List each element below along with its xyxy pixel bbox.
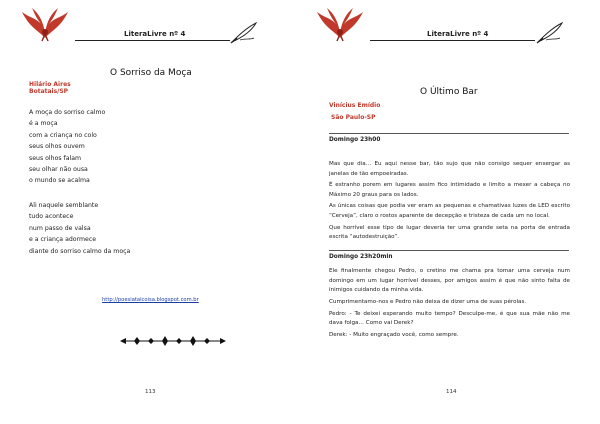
verse-line: é a moça xyxy=(29,120,58,128)
author-name: Hilário Aires xyxy=(29,81,71,88)
paragraph: Derek: - Muito engraçado você, como sempre. xyxy=(329,331,459,338)
page-number: 113 xyxy=(145,389,156,395)
verse-line: o mundo se acalma xyxy=(29,177,90,185)
ornament-divider-icon xyxy=(120,335,226,347)
paragraph: Pedro: - Te deixei esperando muito tempo? Desculpe-me, é que sua mãe não me dava folga… Como vai Derek? xyxy=(329,310,570,326)
verse-line: seus olhos ouvem xyxy=(29,143,85,151)
section-divider xyxy=(329,250,569,251)
author-name: Vinícius Emídio xyxy=(329,102,381,109)
header-rule xyxy=(370,40,535,41)
poem-stanza-2 xyxy=(29,200,130,257)
phoenix-logo-icon xyxy=(20,8,70,42)
paragraph: Mas que dia… Eu aqui nesse bar, tão sujo que não consigo sequer enxergar as janelas de tão empoeiradas. xyxy=(329,161,570,177)
paragraph: É estranho porem em lugares assim fico intimidado e limito a mexer a cabeça no Máximo 20 graus para os lados. xyxy=(329,182,570,198)
section-divider xyxy=(329,133,569,134)
story-title: O Último Bar xyxy=(420,87,478,97)
author-city: São Paulo-SP xyxy=(331,114,376,121)
blog-link[interactable]: http://poesiatalcoisa.blogspot.com.br xyxy=(102,297,199,303)
author-city: Botatais/SP xyxy=(29,88,69,95)
verse-line: num passo de valsa xyxy=(29,224,91,232)
paragraph: Ele finalmente chegou Pedro, o cretino me chama pra tomar uma cerveja num domingo em um lugar horrível desses, por amigos assim é que não sinto falta de inimigos cuidando da minha vida. xyxy=(329,268,570,294)
verse-line: seu olhar não ousa xyxy=(29,166,88,174)
magazine-title: LiteraLivre nº 4 xyxy=(427,30,489,38)
paragraph: Cumprimentamo-nos e Pedro não deixa de dizer uma de suas pérolas. xyxy=(329,298,527,305)
paragraph: As únicas coisas que podia ver eram as pequenas e chamativas luzes de LED escrito “Cerveja”, claro o rostos aparente de decepção e tristeza de cada um no local. xyxy=(329,203,570,219)
phoenix-logo-icon xyxy=(315,8,365,42)
page-number: 114 xyxy=(446,389,457,395)
right-page xyxy=(300,0,600,424)
verse-line: tudo acontece xyxy=(29,213,74,221)
section-heading: Domingo 23h20min xyxy=(329,254,393,261)
magazine-title: LiteraLivre nº 4 xyxy=(124,30,186,38)
verse-line: A moça do sorriso calmo xyxy=(29,109,106,116)
quill-icon xyxy=(228,22,258,44)
verse-line: e a criança adormece xyxy=(29,236,97,244)
quill-icon xyxy=(534,22,564,44)
verse-line: diante do sorriso calmo da moça xyxy=(29,247,131,255)
poem-stanza-1 xyxy=(29,107,105,187)
verse-line: seus olhos falam xyxy=(29,154,82,162)
paragraph: Que horrível esse tipo de lugar deveria ter uma grande seta na porta de entrada escrita “autodestruição”. xyxy=(329,224,570,240)
poem-author xyxy=(29,81,71,95)
verse-line: com a criança no colo xyxy=(29,131,97,139)
section-heading: Domingo 23h00 xyxy=(329,137,381,143)
story-author xyxy=(329,100,380,124)
verse-line: Ali naquele semblante xyxy=(29,202,99,209)
story-body xyxy=(329,133,570,343)
poem-title: O Sorriso da Moça xyxy=(110,68,192,78)
header-rule xyxy=(75,40,230,41)
